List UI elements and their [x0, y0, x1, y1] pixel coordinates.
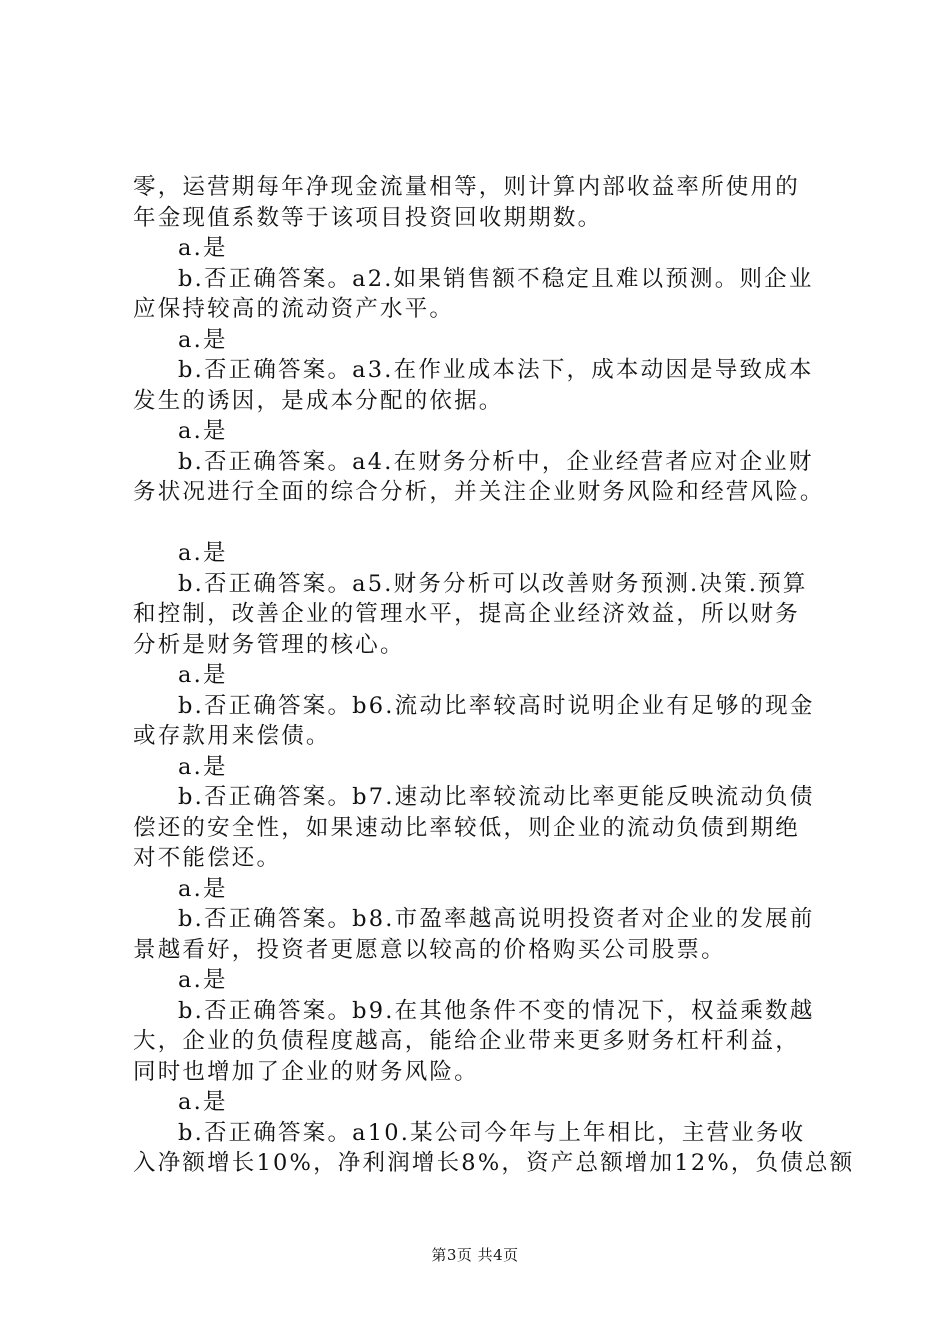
- option-a: a.是: [178, 235, 228, 261]
- text-line: 大，企业的负债程度越高，能给企业带来更多财务杠杆利益，: [133, 1028, 800, 1054]
- option-a: a.是: [178, 1089, 228, 1115]
- body-text: [133, 172, 855, 1179]
- option-b-answer-question: b.否正确答案。a4.在财务分析中，企业经营者应对企业财: [178, 448, 814, 475]
- option-b-answer-question: b.否正确答案。b9.在其他条件不变的情况下，权益乘数越: [178, 997, 815, 1024]
- text-line: 年金现值系数等于该项目投资回收期期数。: [133, 204, 603, 231]
- text-line: 应保持较高的流动资产水平。: [133, 296, 455, 322]
- option-a: a.是: [178, 875, 228, 902]
- page-number-footer: 第3页 共4页: [431, 1246, 519, 1264]
- text-line: 对不能偿还。: [133, 845, 282, 871]
- option-a: a.是: [178, 540, 228, 566]
- text-line: 发生的诱因，是成本分配的依据。: [133, 387, 504, 414]
- option-b-answer-question: b.否正确答案。b7.速动比率较流动比率更能反映流动负债: [178, 784, 815, 810]
- option-a: a.是: [178, 753, 228, 780]
- option-a: a.是: [178, 662, 228, 688]
- text-line: 同时也增加了企业的财务风险。: [133, 1058, 479, 1085]
- text-line: 偿还的安全性，如果速动比率较低，则企业的流动负债到期绝: [133, 814, 800, 841]
- option-b-answer-question: b.否正确答案。a5.财务分析可以改善财务预测.决策.预算: [178, 570, 808, 597]
- blank-line: [133, 508, 833, 539]
- option-a: a.是: [178, 418, 228, 444]
- option-b-answer-question: b.否正确答案。a10.某公司今年与上年相比，主营业务收: [178, 1119, 806, 1146]
- option-a: a.是: [178, 967, 228, 993]
- text-line: 零，运营期每年净现金流量相等，则计算内部收益率所使用的: [133, 174, 800, 200]
- text-line: 景越看好，投资者更愿意以较高的价格购买公司股票。: [133, 936, 726, 963]
- option-b-answer-question: b.否正确答案。b6.流动比率较高时说明企业有足够的现金: [178, 692, 815, 719]
- text-line: 务状况进行全面的综合分析，并关注企业财务风险和经营风险。: [133, 479, 825, 505]
- option-b-answer-question: b.否正确答案。a3.在作业成本法下，成本动因是导致成本: [178, 357, 814, 383]
- text-line: 分析是财务管理的核心。: [133, 631, 405, 658]
- option-b-answer-question: b.否正确答案。a2.如果销售额不稳定且难以预测。则企业: [178, 265, 814, 292]
- text-line: 入净额增长10%，净利润增长8%，资产总额增加12%，负债总额: [133, 1150, 855, 1176]
- option-a: a.是: [178, 326, 228, 353]
- text-line: 或存款用来偿债。: [133, 723, 331, 749]
- option-b-answer-question: b.否正确答案。b8.市盈率越高说明投资者对企业的发展前: [178, 906, 815, 932]
- text-line: 和控制，改善企业的管理水平，提高企业经济效益，所以财务: [133, 601, 800, 627]
